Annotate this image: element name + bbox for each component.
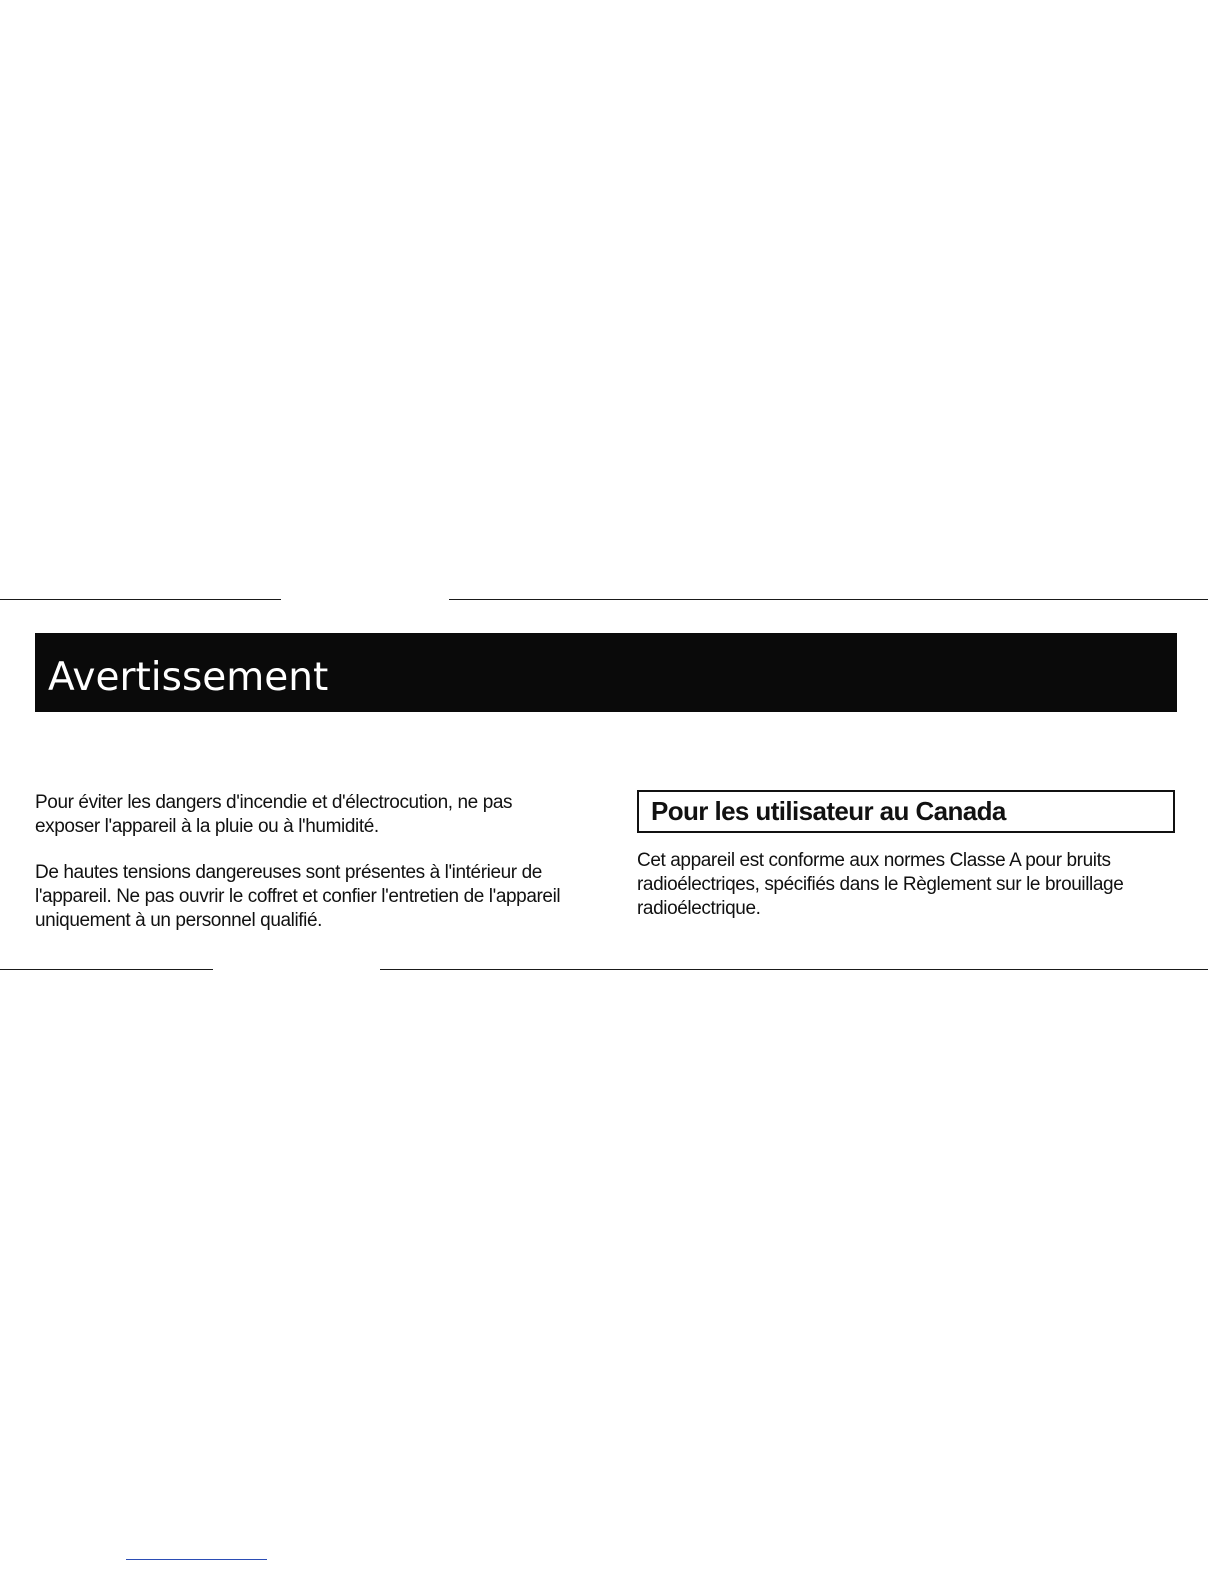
bottom-rule-right (380, 969, 1208, 970)
left-column (35, 791, 575, 955)
canada-compliance-paragraph: Cet appareil est conforme aux normes Classe A pour bruits radioélectriqes, spécifiés dans le Règlement sur le brouillage radioélectrique. (637, 850, 1124, 919)
canada-section-heading: Pour les utilisateur au Canada (651, 796, 1006, 826)
warning-banner (35, 633, 1177, 712)
top-rule-left (0, 599, 281, 600)
banner-title: Avertissement (48, 655, 329, 700)
high-voltage-paragraph: De hautes tensions dangereuses sont présentes à l'intérieur de l'appareil. Ne pas ouvrir le coffret et confier l'entretien de l'appareil uniquement à un personnel qualifié. (35, 862, 561, 931)
footer-link-underline[interactable] (126, 1559, 267, 1560)
top-rule-right (449, 599, 1208, 600)
bottom-rule-left (0, 969, 213, 970)
canada-section-heading-box (637, 790, 1175, 833)
fire-warning-paragraph: Pour éviter les dangers d'incendie et d'électrocution, ne pas exposer l'appareil à la pluie ou à l'humidité. (35, 792, 513, 837)
right-column (637, 849, 1182, 943)
